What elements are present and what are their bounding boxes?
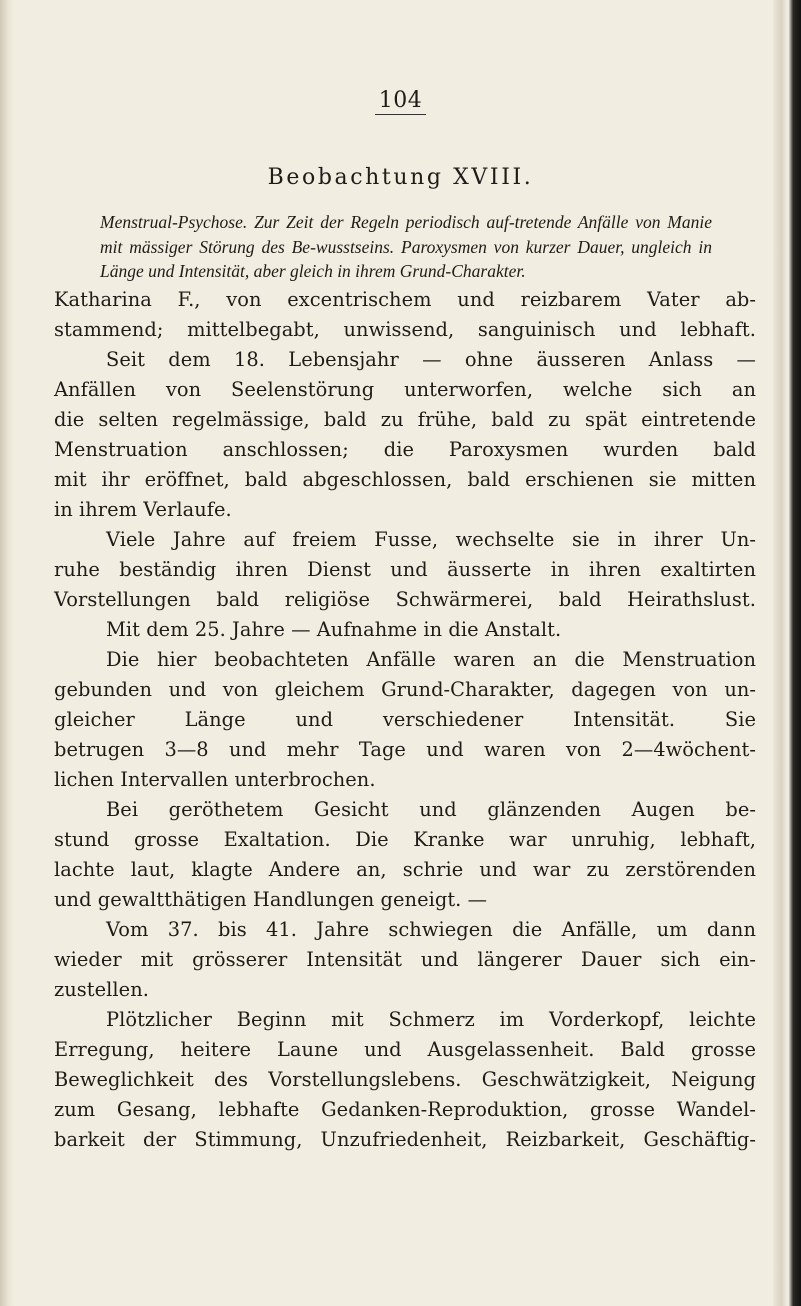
text-line: Die hier beobachteten Anfälle waren an die Menstruation bbox=[106, 648, 756, 671]
text-line: wieder mit grösserer Intensität und längerer Dauer sich ein- bbox=[54, 948, 756, 971]
text-line: stammend; mittelbegabt, unwissend, sanguinisch und lebhaft. bbox=[54, 318, 756, 341]
book-spine-edge bbox=[773, 0, 801, 1306]
page-number-text: 104 bbox=[375, 88, 427, 115]
text-line: stund grosse Exaltation. Die Kranke war unruhig, lebhaft, bbox=[54, 828, 756, 851]
text-line: Menstruation anschlossen; die Paroxysmen wurden bald bbox=[54, 438, 756, 461]
body-text bbox=[54, 285, 756, 1155]
text-line: Viele Jahre auf freiem Fusse, wechselte sie in ihrer Un- bbox=[106, 528, 756, 551]
text-line: zustellen. bbox=[54, 978, 149, 1001]
text-line: Seit dem 18. Lebensjahr — ohne äusseren Anlass — bbox=[106, 348, 756, 371]
text-line: Vom 37. bis 41. Jahre schwiegen die Anfälle, um dann bbox=[106, 918, 756, 941]
text-line: Katharina F., von excentrischem und reizbarem Vater ab- bbox=[54, 288, 756, 311]
text-line: barkeit der Stimmung, Unzufriedenheit, Reizbarkeit, Geschäftig- bbox=[54, 1128, 756, 1151]
text-line: und gewaltthätigen Handlungen geneigt. — bbox=[54, 888, 488, 911]
section-heading: Beobachtung XVIII. bbox=[267, 165, 534, 190]
text-line: gleicher Länge und verschiedener Intensität. Sie bbox=[54, 708, 756, 731]
page-number bbox=[0, 88, 801, 113]
text-line: mit ihr eröffnet, bald abgeschlossen, bald erschienen sie mitten bbox=[54, 468, 756, 491]
text-line: ruhe beständig ihren Dienst und äusserte in ihren exaltirten bbox=[54, 558, 756, 581]
text-line: Erregung, heitere Laune und Ausgelassenheit. Bald grosse bbox=[54, 1038, 756, 1061]
text-line: betrugen 3—8 und mehr Tage und waren von 2—4wöchent- bbox=[54, 738, 756, 761]
page-left-edge bbox=[0, 0, 14, 1306]
text-line: Mit dem 25. Jahre — Aufnahme in die Anstalt. bbox=[106, 618, 562, 641]
text-line: Beweglichkeit des Vorstellungslebens. Geschwätzigkeit, Neigung bbox=[54, 1068, 756, 1091]
text-line: die selten regelmässige, bald zu frühe, bald zu spät eintretende bbox=[54, 408, 756, 431]
text-line: lichen Intervallen unterbrochen. bbox=[54, 768, 376, 791]
text-line: gebunden und von gleichem Grund-Charakter, dagegen von un- bbox=[54, 678, 756, 701]
text-line: in ihrem Verlaufe. bbox=[54, 498, 232, 521]
text-line: lachte laut, klagte Andere an, schrie und war zu zerstörenden bbox=[54, 858, 756, 881]
text-line: Vorstellungen bald religiöse Schwärmerei, bald Heirathslust. bbox=[54, 588, 756, 611]
section-summary: Menstrual-Psychose. Zur Zeit der Regeln periodisch auf-tretende Anfälle von Manie mit mässiger Störung des Be-wusstseins. Paroxysmen von kurzer Dauer, ungleich in Länge und Intensität, aber gleich in ihrem Grund-Charakter. bbox=[100, 212, 712, 281]
text-line: Bei geröthetem Gesicht und glänzenden Augen be- bbox=[106, 798, 756, 821]
text-line: Plötzlicher Beginn mit Schmerz im Vorderkopf, leichte bbox=[106, 1008, 756, 1031]
text-line: Anfällen von Seelenstörung unterworfen, welche sich an bbox=[54, 378, 756, 401]
text-line: zum Gesang, lebhafte Gedanken-Reproduktion, grosse Wandel- bbox=[54, 1098, 756, 1121]
